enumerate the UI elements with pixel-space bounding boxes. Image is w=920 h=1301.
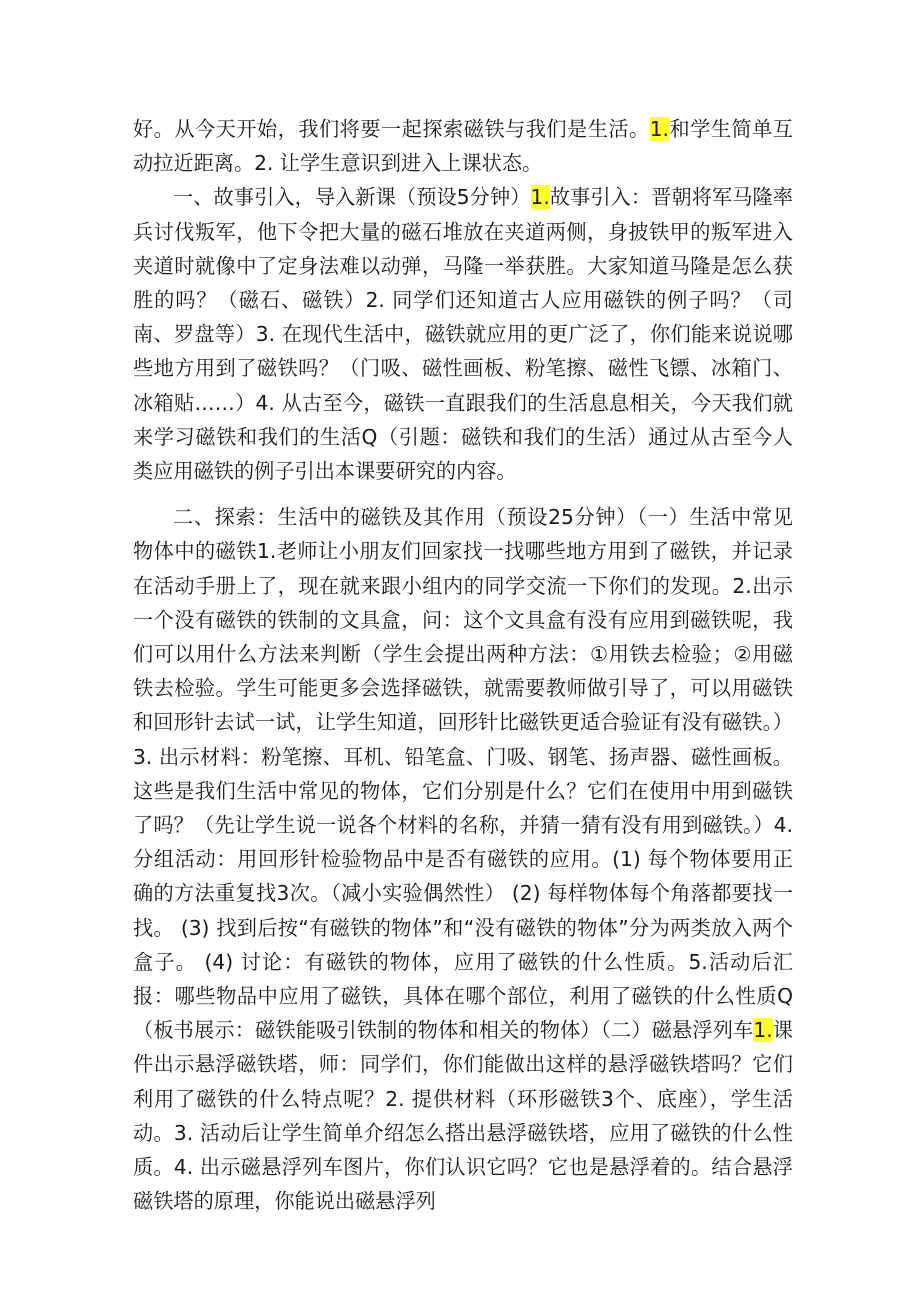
text-run: 和学生简单互动拉近距离。2. 让学生意识到进入上课状态。	[133, 117, 793, 176]
text-run: 好。从今天开始，我们将要一起探索磁铁与我们是生活。	[133, 117, 650, 141]
document-page	[133, 112, 793, 1219]
highlighted-number: 1.	[530, 185, 550, 210]
text-run: 课件出示悬浮磁铁塔，师：同学们，你们能做出这样的悬浮磁铁塔吗？它们利用了磁铁的什么特点呢？2. 提供材料（环形磁铁3个、底座），学生活动。3. 活动后让学生简单介绍怎么搭出悬浮磁铁塔，应用了磁铁的什么性质。4. 出示磁悬浮列车图片，你们认识它吗？它也是悬浮着的。结合悬浮磁铁塔的原理，你能说出磁悬浮列	[133, 1018, 793, 1214]
highlighted-number: 1.	[753, 1018, 773, 1043]
paragraph-intro-closing	[133, 112, 793, 180]
text-run: 故事引入：晋朝将军马隆率兵讨伐叛军，他下令把大量的磁石堆放在夹道两侧，身披铁甲的叛军进入夹道时就像中了定身法难以动弹，马隆一举获胜。大家知道马隆是怎么获胜的吗？（磁石、磁铁）2. 同学们还知道古人应用磁铁的例子吗？（司南、罗盘等）3. 在现代生活中，磁铁就应用的更广泛了，你们能来说说哪些地方用到了磁铁吗？（门吸、磁性画板、粉笔擦、磁性飞镖、冰箱门、冰箱贴……）4. 从古至今，磁铁一直跟我们的生活息息相关，今天我们就来学习磁铁和我们的生活Q（引题：磁铁和我们的生活）通过从古至今人类应用磁铁的例子引出本课要研究的内容。	[133, 185, 793, 484]
highlighted-number: 1.	[649, 117, 669, 141]
paragraph-explore	[133, 500, 793, 1218]
section-heading-text: 一、故事引入，导入新课（预设5分钟）	[173, 185, 531, 210]
section-heading-text: 二、探索：生活中的磁铁及其作用（预设25分钟）（一）生活中常见物体中的磁铁1.老师让小朋友们回家找一找哪些地方用到了磁铁，并记录在活动手册上了，现在就来跟小组内的同学交流一下你们的发现。2.出示一个没有磁铁的铁制的文具盒，问：这个文具盒有没有应用到磁铁呢，我们可以用什么方法来判断（学生会提出两种方法：①用铁去检验；②用磁铁去检验。学生可能更多会选择磁铁，就需要教师做引导了，可以用磁铁和回形针去试一试，让学生知道，回形针比磁铁更适合验证有没有磁铁。）3. 出示材料：粉笔擦、耳机、铅笔盒、门吸、钢笔、扬声器、磁性画板。这些是我们生活中常见的物体，它们分别是什么？它们在使用中用到磁铁了吗？（先让学生说一说各个材料的名称，并猜一猜有没有用到磁铁。）4.分组活动：用回形针检验物品中是否有磁铁的应用。(1) 每个物体要用正确的方法重复找3次。（减小实验偶然性） (2) 每样物体每个角落都要找一找。 (3) 找到后按“有磁铁的物体”和“没有磁铁的物体”分为两类放入两个盒子。 (4) 讨论：有磁铁的物体，应用了磁铁的什么性质。5.活动后汇报：哪些物品中应用了磁铁，具体在哪个部位，利用了磁铁的什么性质Q（板书展示：磁铁能吸引铁制的物体和相关的物体）（二）磁悬浮列车	[133, 505, 793, 1043]
paragraph-story-intro	[133, 180, 793, 488]
